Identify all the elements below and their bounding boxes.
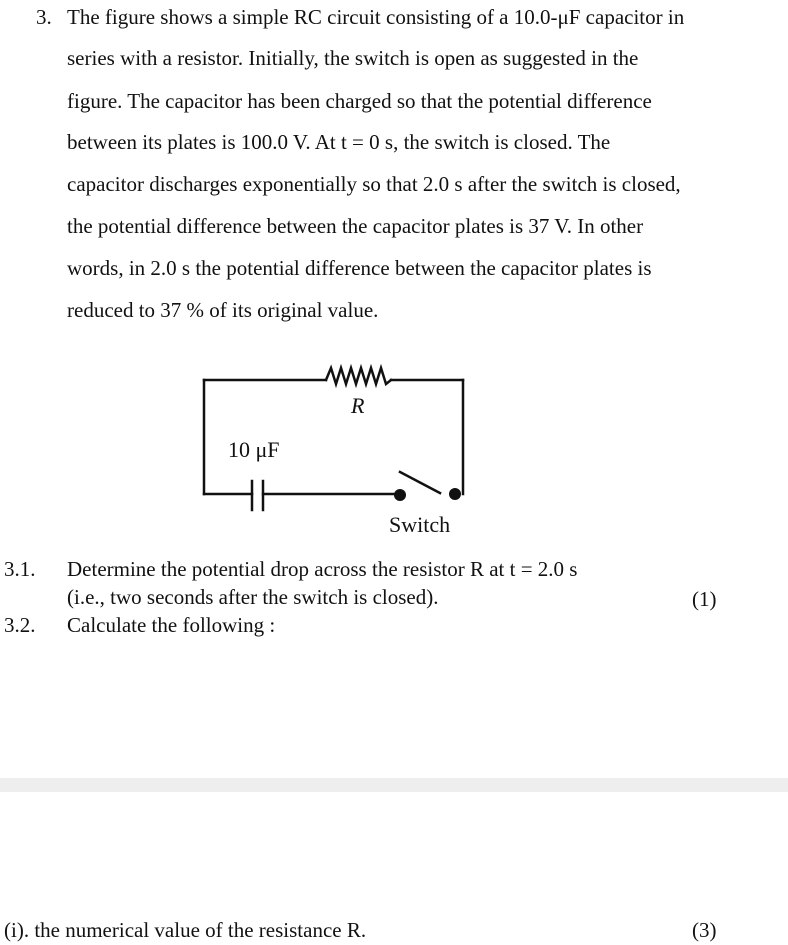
- subquestion-line: Calculate the following :: [67, 613, 276, 637]
- marks-label: (1): [692, 587, 717, 611]
- switch-label: Switch: [389, 512, 451, 537]
- question-line: between its plates is 100.0 V. At t = 0 s, the switch is closed. The: [67, 130, 611, 154]
- subquestion-line: Determine the potential drop across the resistor R at t = 2.0 s: [67, 557, 578, 581]
- subquestion-number: 3.1.: [4, 557, 36, 581]
- subquestion-line: (i.e., two seconds after the switch is closed).: [67, 585, 439, 609]
- question-line: words, in 2.0 s the potential difference between the capacitor plates is: [67, 256, 652, 280]
- resistor-symbol: [326, 368, 391, 384]
- question-number: 3.: [36, 5, 52, 29]
- switch-lever: [400, 472, 440, 493]
- part-i-text: (i). the numerical value of the resistance R.: [4, 918, 367, 942]
- capacitor-label: 10 μF: [228, 437, 280, 462]
- switch-contact-right: [449, 488, 461, 500]
- resistor-label: R: [351, 393, 365, 418]
- question-line: capacitor discharges exponentially so that 2.0 s after the switch is closed,: [67, 172, 681, 196]
- subquestion-number: 3.2.: [4, 613, 36, 637]
- question-line: The figure shows a simple RC circuit consisting of a 10.0-μF capacitor in: [67, 5, 685, 29]
- question-line: series with a resistor. Initially, the switch is open as suggested in the: [67, 46, 639, 70]
- question-line: figure. The capacitor has been charged so that the potential difference: [67, 89, 652, 113]
- question-line: the potential difference between the capacitor plates is 37 V. In other: [67, 214, 644, 238]
- switch-contact-left: [394, 489, 406, 501]
- page-separator: [0, 778, 788, 792]
- question-line: reduced to 37 % of its original value.: [67, 298, 379, 322]
- part-i-marks: (3): [692, 918, 717, 942]
